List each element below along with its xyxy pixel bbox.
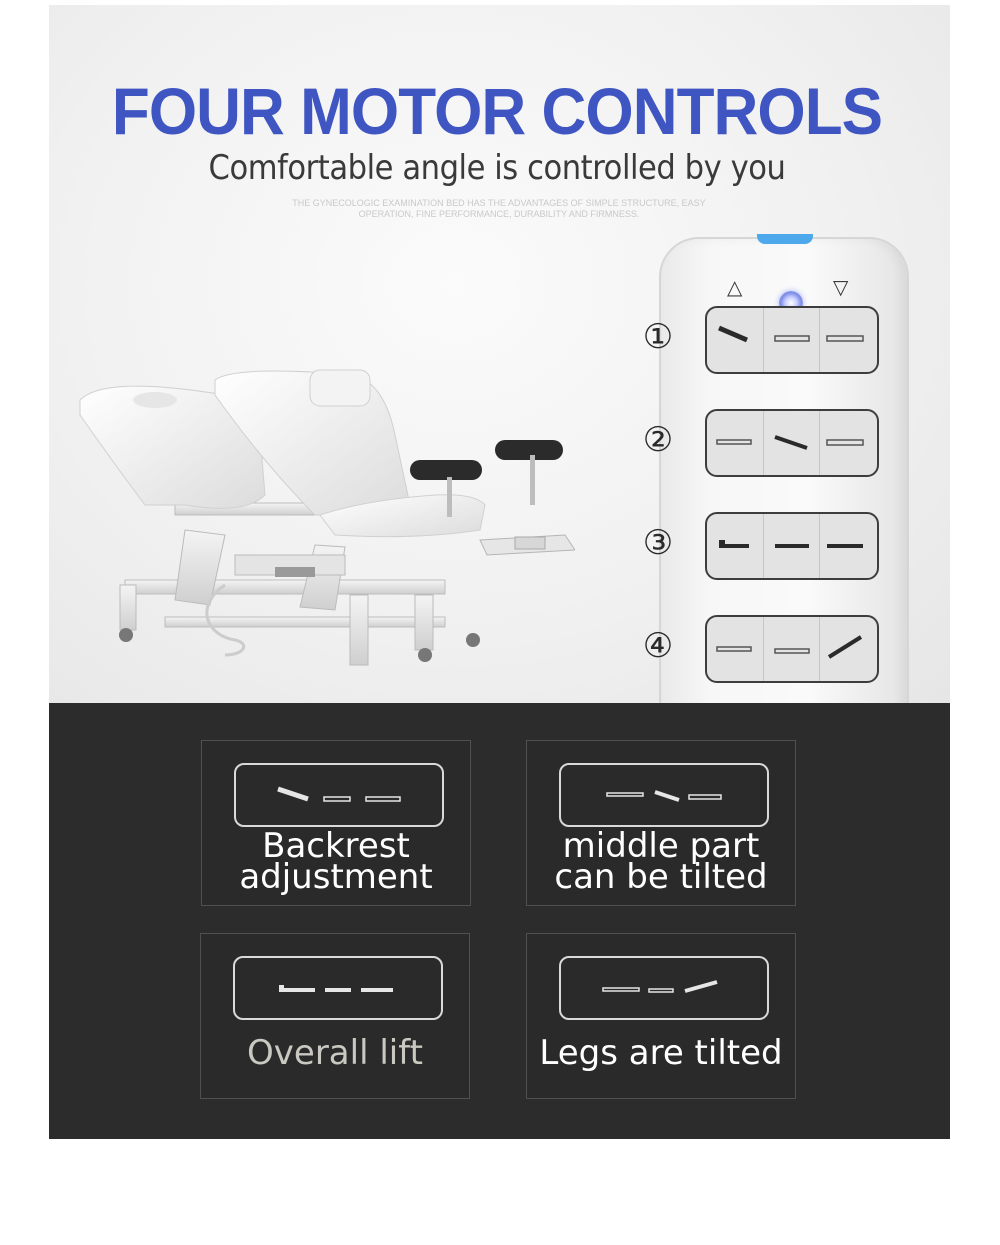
middle-tilt-symbol-icon (707, 411, 877, 475)
hero-section (49, 5, 950, 703)
remote-button-legs[interactable] (642, 615, 879, 683)
legs-tilt-symbol-icon (707, 617, 877, 681)
feature-label: Backrest adjustment (239, 826, 433, 897)
up-arrow-icon: △ (727, 277, 743, 299)
remote-button-lift[interactable] (642, 512, 879, 580)
button-number: ② (642, 420, 674, 460)
down-arrow-icon: ▽ (833, 277, 849, 299)
feature-card-legs (526, 933, 796, 1099)
feature-card-lift (200, 933, 470, 1099)
feature-card-backrest (201, 740, 471, 906)
feature-label: middle part can be tilted (554, 826, 768, 897)
feature-symbol-middle (559, 763, 769, 827)
middle-tilt-symbol-icon (561, 765, 767, 825)
feature-symbol-lift (233, 956, 443, 1020)
backrest-symbol-icon (707, 308, 877, 372)
fine-print: THE GYNECOLOGIC EXAMINATION BED HAS THE ADVANTAGES OF SIMPLE STRUCTURE, EASY OPERATION, FINE PERFORMANCE, DURABILITY AND FIRMNESS. (292, 198, 706, 219)
backrest-symbol-icon (236, 765, 442, 825)
legs-tilt-symbol-icon (561, 958, 767, 1018)
feature-label: Overall lift (247, 1033, 423, 1073)
remote-button-middle[interactable] (642, 409, 879, 477)
page-title: FOUR MOTOR CONTROLS (111, 74, 883, 148)
page-subtitle: Comfortable angle is controlled by you (208, 148, 786, 188)
feature-card-middle (526, 740, 796, 906)
overall-lift-symbol-icon (235, 958, 441, 1018)
feature-symbol-backrest (234, 763, 444, 827)
feature-symbol-legs (559, 956, 769, 1020)
feature-label: Legs are tilted (539, 1033, 783, 1073)
button-number: ④ (642, 626, 674, 666)
remote-indicator-light (757, 234, 813, 244)
remote-button-backrest[interactable] (642, 306, 879, 374)
features-panel (49, 703, 950, 1139)
overall-lift-symbol-icon (707, 514, 877, 578)
button-number: ③ (642, 523, 674, 563)
hand-remote-control (642, 237, 909, 703)
button-number: ① (642, 317, 674, 357)
examination-bed-image (75, 355, 575, 675)
